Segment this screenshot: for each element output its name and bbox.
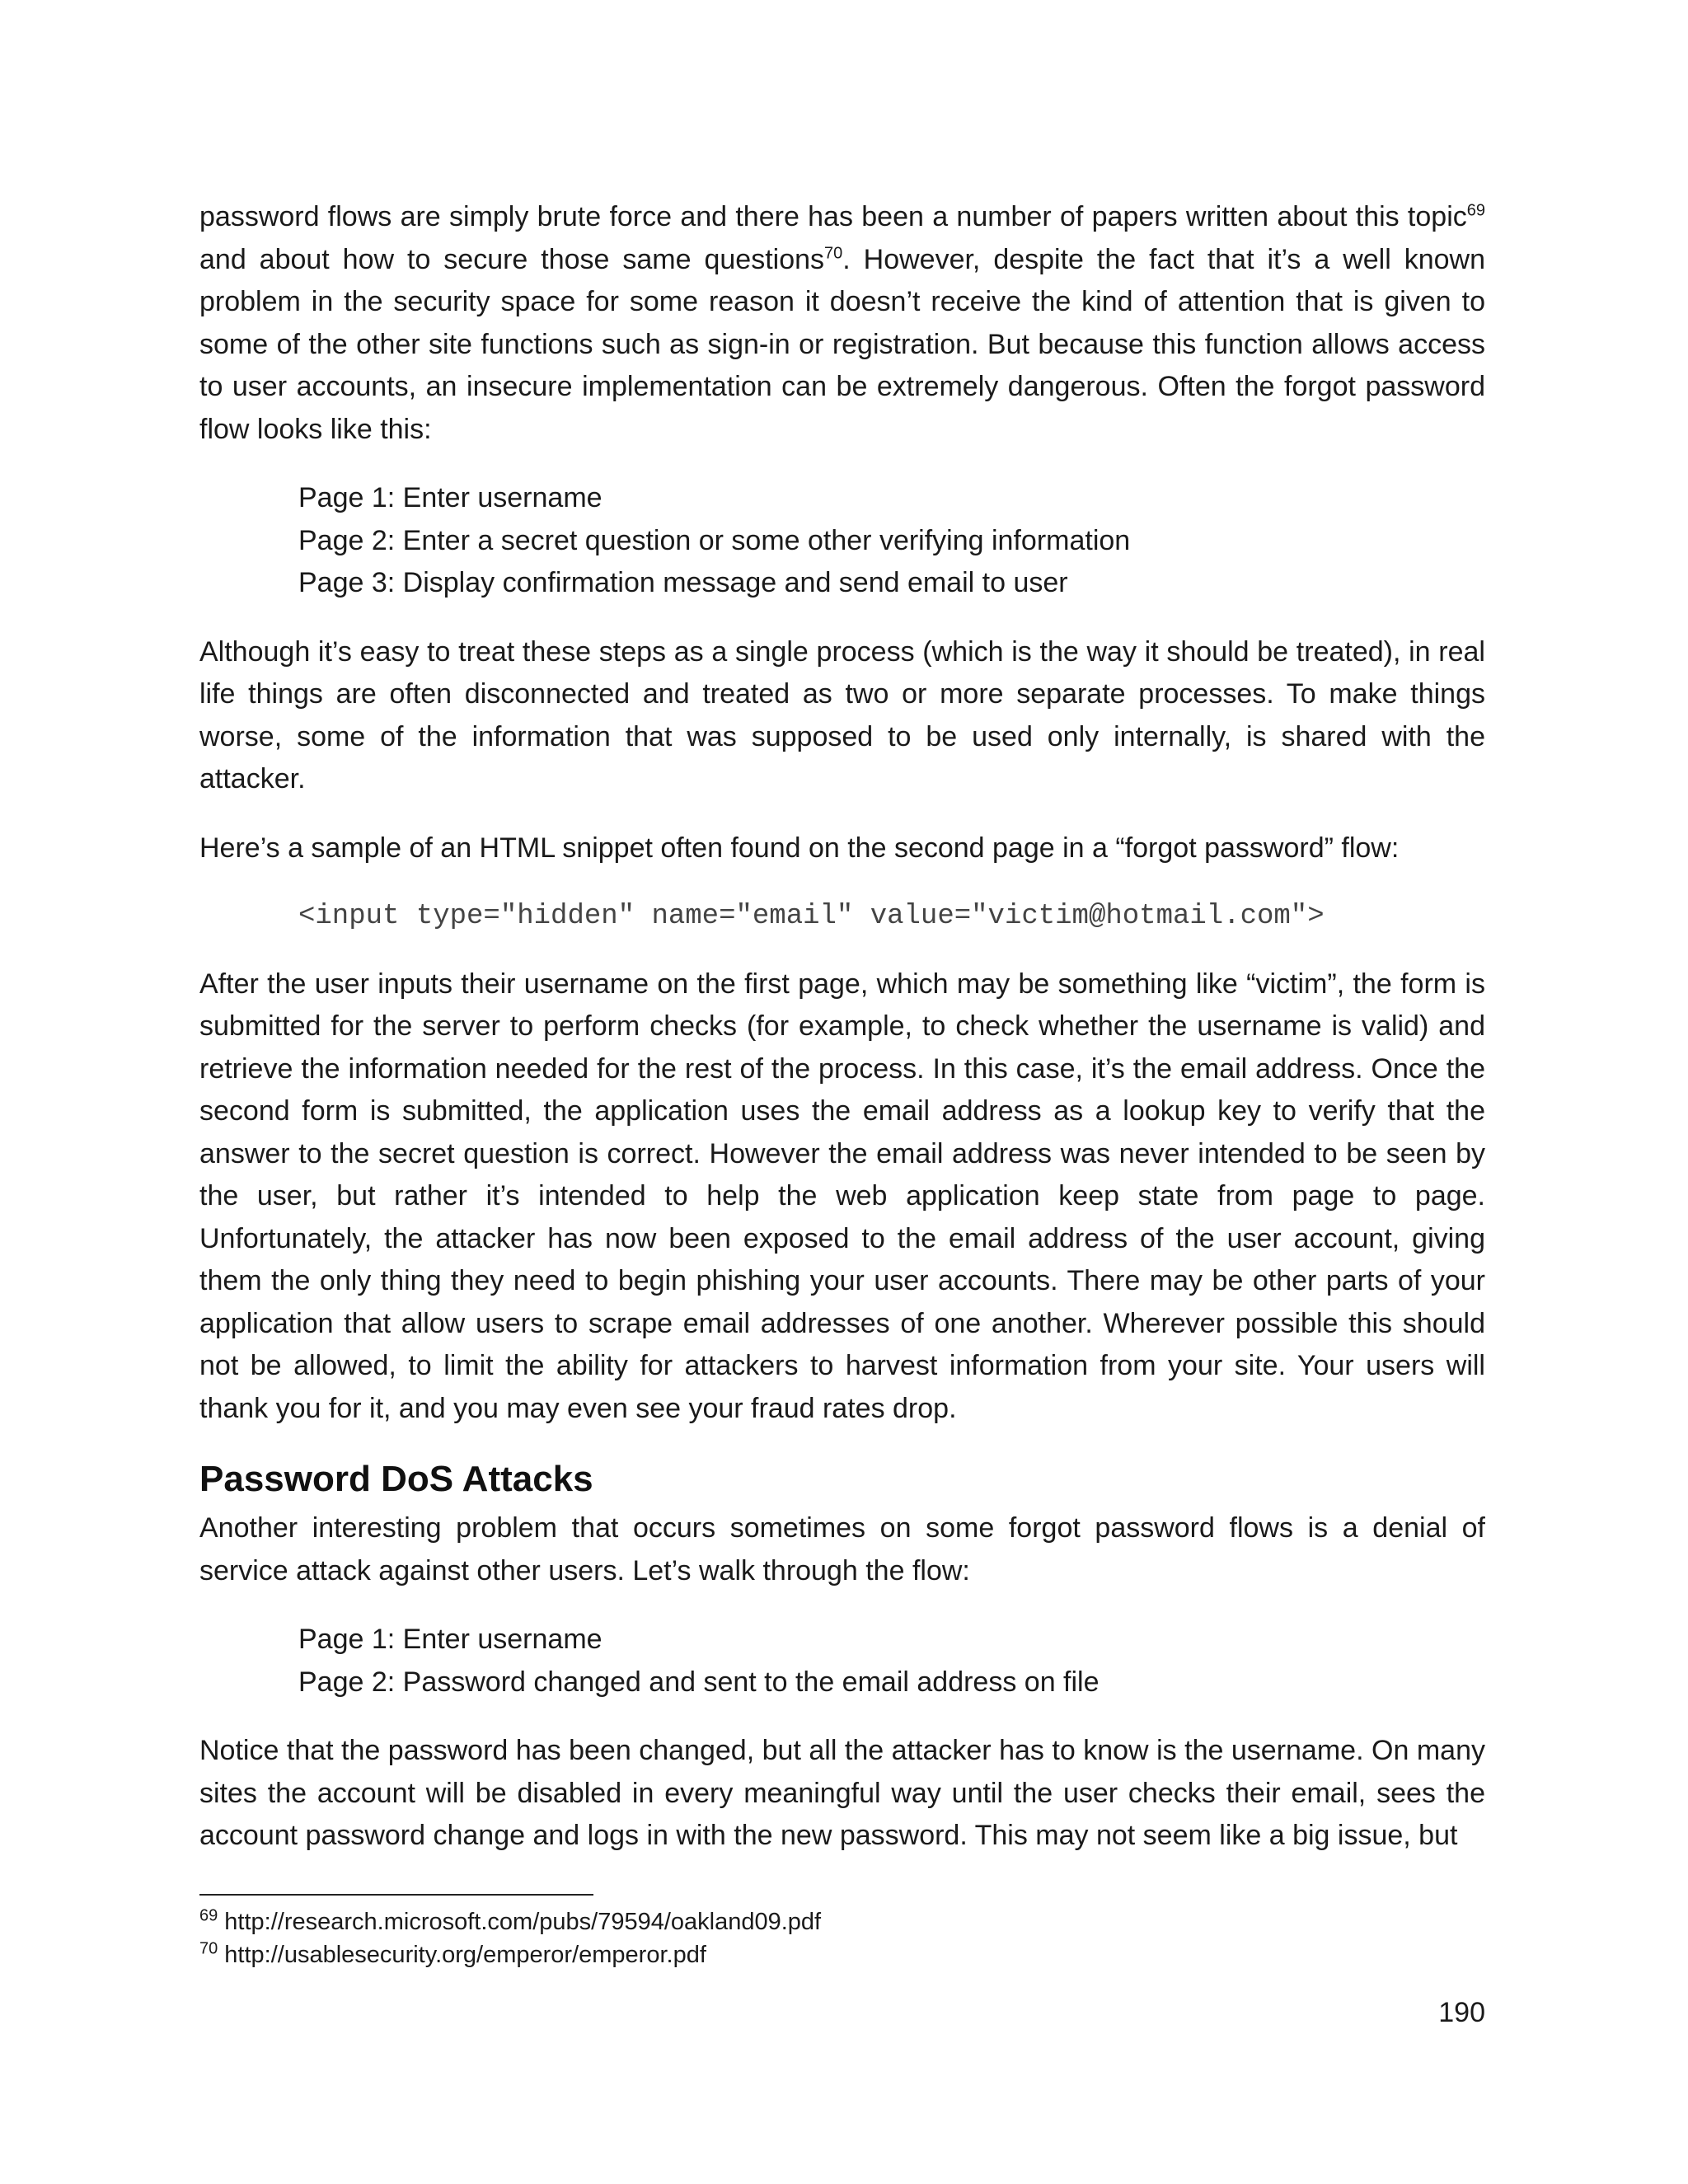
- flow-steps-list: [298, 477, 1485, 605]
- footnote-number: 69: [199, 1906, 218, 1925]
- footnote-link[interactable]: http://research.microsoft.com/pubs/79594/oakland09.pdf: [218, 1909, 822, 1935]
- paragraph-snippet-intro: Here’s a sample of an HTML snippet often found on the second page in a “forgot password” flow:: [199, 832, 1400, 864]
- footnote-70: [199, 1938, 1485, 1971]
- footnote-ref-69: 69: [1466, 201, 1485, 220]
- paragraph-email-exposure: After the user inputs their username on the first page, which may be something like “victim”, the form is submitted for the server to perform checks (for example, to check whether the username is valid) and retrieve the information needed for the rest of the process. In this case, it’s the email address. Once the second form is submitted, the application uses the email address as a lookup key to verify that the answer to the secret question is correct. However the email address was never intended to be seen by the user, but rather it’s intended to help the web application keep state from page to page. Unfortunately, the attacker has now been exposed to the email address of the user account, giving them the only thing they need to begin phishing your user accounts. There may be other parts of your application that allow users to scrape email addresses of one another. Wherever possible this should not be allowed, to limit the ability for attackers to harvest information from your site. Your users will thank you for it, and you may even see your fraud rates drop.: [199, 968, 1485, 1424]
- page-number: 190: [1438, 1997, 1485, 2028]
- footnote-divider: [199, 1894, 593, 1896]
- page-body: [199, 196, 1485, 1884]
- list-item: Page 1: Enter username: [298, 482, 603, 513]
- list-item: Page 3: Display confirmation message and send email to user: [298, 567, 1068, 598]
- list-item: Page 2: Enter a secret question or some other verifying information: [298, 524, 1131, 556]
- section-heading: Password DoS Attacks: [199, 1459, 593, 1499]
- footnote-69: [199, 1905, 1485, 1938]
- footnote-number: 70: [199, 1939, 218, 1958]
- paragraph-intro: [199, 196, 1485, 451]
- footnote-ref-70: 70: [824, 244, 843, 263]
- footnote-link[interactable]: http://usablesecurity.org/emperor/emperor.pdf: [218, 1942, 706, 1968]
- paragraph-text: and about how to secure those same questions: [199, 243, 825, 275]
- footnotes: [199, 1905, 1485, 1971]
- list-item: Page 1: Enter username: [298, 1624, 603, 1655]
- paragraph-dos-intro: Another interesting problem that occurs sometimes on some forgot password flows is a denial of service attack against other users. Let’s walk through the flow:: [199, 1512, 1485, 1586]
- code-snippet: <input type="hidden" name="email" value="victim@hotmail.com">: [298, 901, 1325, 932]
- paragraph-text: . However, despite the fact that it’s a well known problem in the security space for some reason it doesn’t receive the kind of attention that is given to some of the other site functions such as sign-in or registration. But because this function allows access to user accounts, an insecure implementation can be extremely dangerous. Often the forgot password flow looks like this:: [199, 243, 1485, 445]
- paragraph-dos-notice: Notice that the password has been changed, but all the attacker has to know is the username. On many sites the account will be disabled in every meaningful way until the user checks their email, sees the account password change and logs in with the new password. This may not seem like a big issue, but: [199, 1735, 1485, 1851]
- dos-flow-steps-list: [298, 1619, 1485, 1704]
- list-item: Page 2: Password changed and sent to the email address on file: [298, 1666, 1100, 1698]
- paragraph-text: password flows are simply brute force and there has been a number of papers written about this topic: [199, 201, 1467, 232]
- paragraph-disconnected: Although it’s easy to treat these steps as a single process (which is the way it should be treated), in real life things are often disconnected and treated as two or more separate processes. To make things worse, some of the information that was supposed to be used only internally, is shared with the attacker.: [199, 635, 1485, 794]
